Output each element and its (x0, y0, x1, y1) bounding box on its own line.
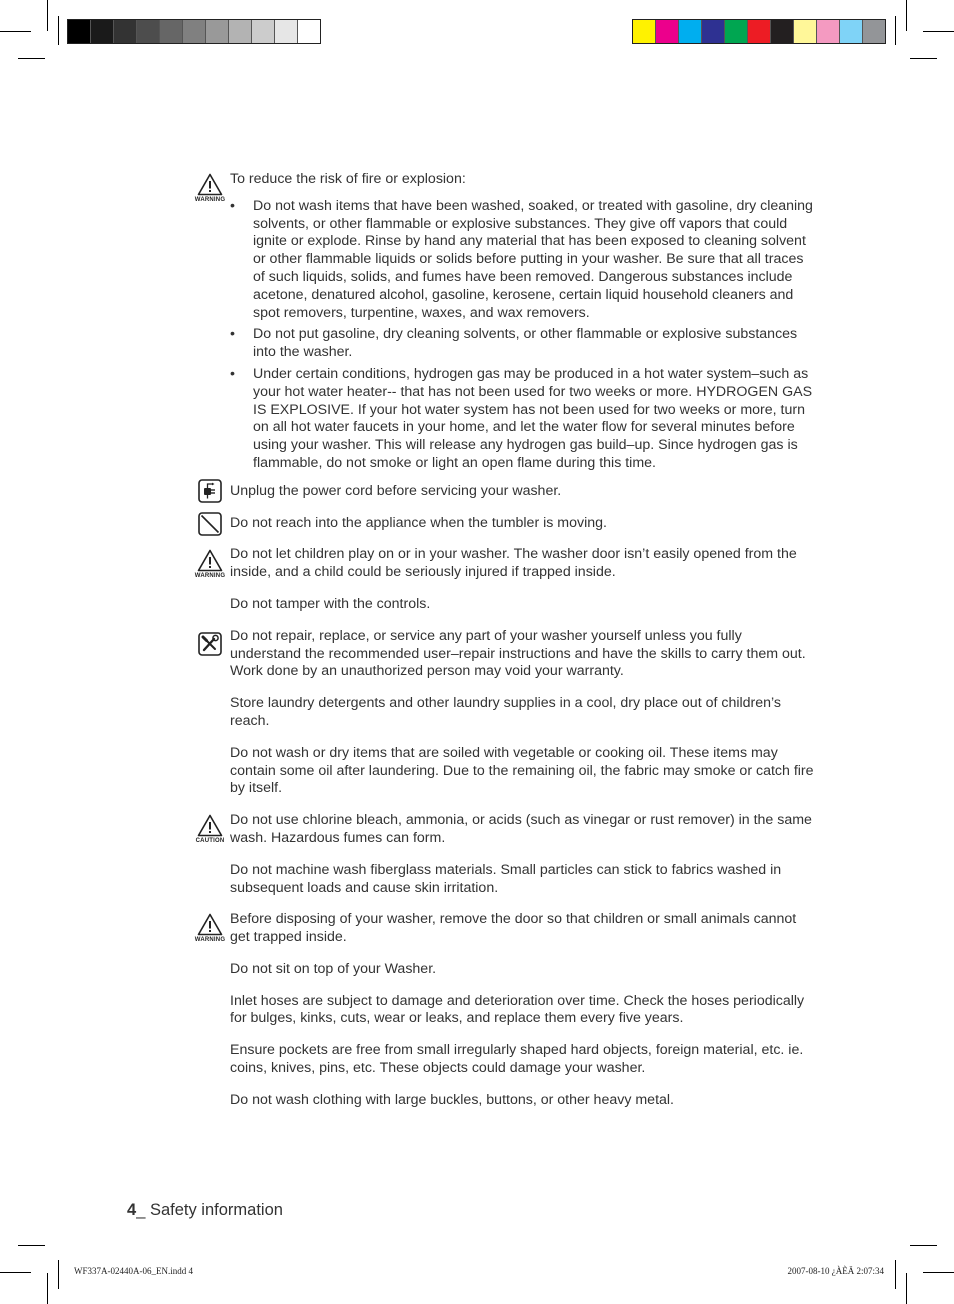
color-swatch (252, 20, 275, 43)
warning-label: WARNING (194, 937, 226, 943)
crop-mark (47, 1273, 48, 1304)
paragraph-text: Do not wash or dry items that are soiled with vegetable or cooking oil. These items may contain some oil after laundering. Due to the remaining oil, the fabric may smoke or catch fire by itself. (230, 744, 814, 797)
safety-paragraph (230, 961, 814, 979)
safety-paragraph (230, 628, 814, 681)
warning-icon (190, 549, 230, 585)
color-swatch (206, 20, 229, 43)
safety-paragraph (230, 911, 814, 947)
crop-mark (0, 31, 31, 32)
safety-paragraph (230, 1092, 814, 1110)
paragraph-text: Do not repair, replace, or service any part of your washer yourself unless you fully understand the recommended user–repair instructions and have the skills to carry them out. Work done by an unauthorized person may void your warranty. (230, 627, 806, 680)
safety-content (230, 171, 814, 1124)
paragraph-text: Do not reach into the appliance when the tumbler is moving. (230, 514, 607, 531)
do-not-touch-icon (198, 512, 222, 536)
bullet-item: • Under certain conditions, hydrogen gas may be produced in a hot water system–such as your hot water heater-- that has not been used for two weeks or more. HYDROGEN GAS IS EXPLOSIVE. If your hot water system has not been used for two weeks or more, turn on all hot water faucets in your home, and let the water flow for several minutes before using your washer. This will release any hydrogen gas build–up. Since hydrogen gas is flammable, do not smoke or light an open flame during this time. (230, 366, 814, 473)
safety-paragraph (230, 546, 814, 582)
color-swatch (656, 20, 679, 43)
color-swatch (679, 20, 702, 43)
paragraph-text: Before disposing of your washer, remove the door so that children or small animals cannot get trapped inside. (230, 911, 797, 946)
color-swatch (817, 20, 840, 43)
safety-paragraph (230, 515, 814, 533)
fire-explosion-section (230, 171, 814, 473)
safety-paragraph (230, 483, 814, 501)
do-not-disassemble-icon (198, 632, 222, 656)
registration-mark (58, 1260, 59, 1289)
paragraph-text: Do not tamper with the controls. (230, 595, 431, 612)
safety-paragraph (230, 745, 814, 798)
caution-label: CAUTION (195, 838, 225, 844)
crop-mark (0, 1272, 31, 1273)
unplug-icon (198, 479, 222, 503)
warning-label: WARNING (194, 573, 226, 579)
color-swatch (771, 20, 794, 43)
registration-mark (895, 16, 896, 45)
section-intro: To reduce the risk of fire or explosion: (230, 171, 466, 187)
safety-paragraph (230, 812, 814, 848)
grayscale-swatch-bar (67, 19, 321, 44)
registration-mark (58, 16, 59, 45)
bullet-item: • Do not wash items that have been washed, soaked, or treated with gasoline, dry cleaning solvents, or other flammable or explosive substances. They give off vapors that could ignite or explode. Rinse by hand any material that has been exposed to cleaning solvent or other flammable liquids or solids before putting in your washer. Be sure that all traces of such liquids, solids, and fumes have been removed. Dangerous substances include acetone, denatured alcohol, gasoline, kerosene, certain liquid household cleaners and spot removers, turpentine, waxes, and wax removers. (230, 198, 814, 323)
color-swatch (183, 20, 206, 43)
color-swatch (748, 20, 771, 43)
color-swatch (725, 20, 748, 43)
warning-icon (190, 913, 230, 949)
registration-mark (895, 1260, 896, 1289)
paragraph-text: Do not use chlorine bleach, ammonia, or acids (such as vinegar or rust remover) in the same wash. Hazardous fumes can form. (230, 812, 812, 846)
color-swatch (68, 20, 91, 43)
color-swatch (702, 20, 725, 43)
crop-mark (910, 1245, 937, 1246)
bullet-item: • Do not put gasoline, dry cleaning solvents, or other flammable or explosive substances into the washer. (230, 326, 814, 362)
color-swatch (794, 20, 817, 43)
warning-label: WARNING (194, 197, 226, 203)
safety-paragraph (230, 596, 814, 614)
section-title: _ Safety information (136, 1201, 283, 1219)
paragraph-text: Store laundry detergents and other laundry supplies in a cool, dry place out of children’s reach. (230, 695, 782, 729)
crop-mark (910, 58, 937, 59)
crop-mark (18, 58, 45, 59)
caution-icon (190, 814, 230, 850)
color-swatch-bar (632, 19, 886, 44)
paragraph-text: Inlet hoses are subject to damage and deterioration over time. Check the hoses periodically for bulges, kinks, cuts, wear or leaks, and replace them every five years. (230, 992, 805, 1027)
safety-paragraph (230, 862, 814, 898)
color-swatch (633, 20, 656, 43)
color-swatch (298, 20, 320, 43)
print-slug-left: WF337A-02440A-06_EN.indd 4 (74, 1266, 193, 1276)
paragraph-text: Do not wash clothing with large buckles, buttons, or other heavy metal. (230, 1091, 674, 1108)
crop-mark (47, 0, 48, 31)
color-swatch (863, 20, 885, 43)
paragraph-text: Do not sit on top of your Washer. (230, 960, 437, 977)
color-swatch (840, 20, 863, 43)
page-footer-title (127, 1201, 283, 1220)
color-swatch (229, 20, 252, 43)
page-number: 4 (127, 1201, 137, 1219)
color-swatch (275, 20, 298, 43)
safety-paragraph (230, 1042, 814, 1078)
crop-mark (906, 1273, 907, 1304)
print-slug-right: 2007-08-10 ¿ÀÈÄ 2:07:34 (787, 1266, 884, 1276)
color-swatch (137, 20, 160, 43)
paragraph-text: Unplug the power cord before servicing your washer. (230, 482, 562, 499)
color-swatch (160, 20, 183, 43)
warning-icon (190, 173, 230, 209)
color-swatch (114, 20, 137, 43)
crop-mark (923, 31, 954, 32)
crop-mark (18, 1245, 45, 1246)
crop-mark (906, 0, 907, 31)
paragraph-text: Do not let children play on or in your washer. The washer door isn’t easily opened from the inside, and a child could be seriously injured if trapped inside. (230, 546, 797, 581)
color-swatch (91, 20, 114, 43)
paragraph-text: Ensure pockets are free from small irregularly shaped hard objects, foreign material, etc. ie. coins, knives, pins, etc. These objects could damage your washer. (230, 1042, 804, 1077)
bullet-list (230, 198, 814, 473)
safety-paragraph (230, 993, 814, 1029)
safety-paragraph (230, 695, 814, 731)
crop-mark (923, 1272, 954, 1273)
paragraph-text: Do not machine wash fiberglass materials. Small particles can stick to fabrics washed in subsequent loads and cause skin irritation. (230, 861, 782, 896)
